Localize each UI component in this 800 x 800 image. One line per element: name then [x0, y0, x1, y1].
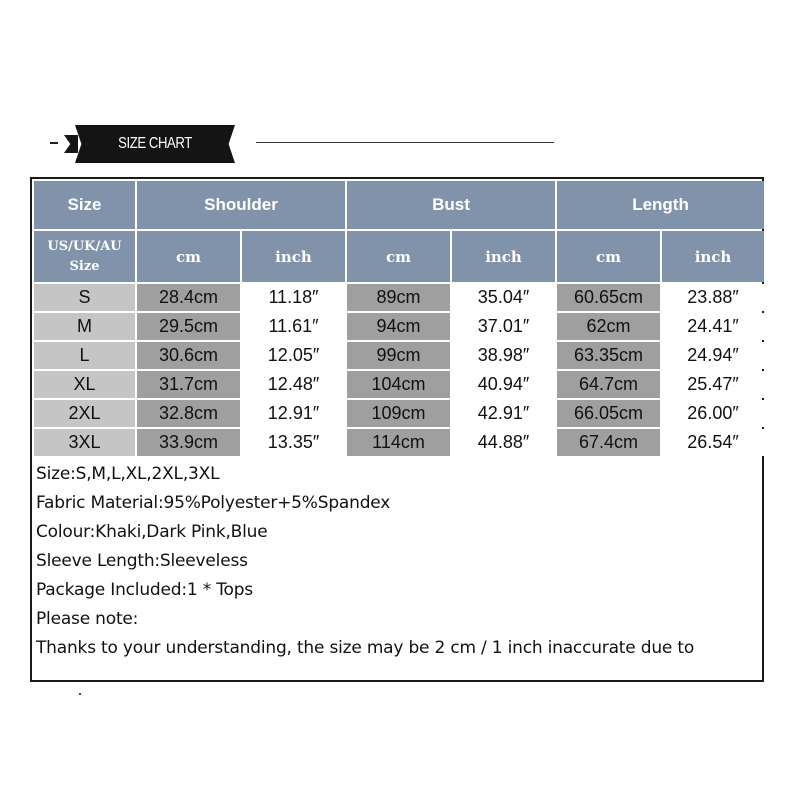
shoulder-inch-value: 12.91″	[242, 400, 345, 427]
size-value: L	[34, 342, 135, 369]
table-subheader-row	[34, 231, 764, 282]
length-cm-value: 63.35cm	[557, 342, 660, 369]
subheader-size-label: Size	[69, 258, 100, 274]
spec-note-heading: Please note:	[36, 609, 139, 629]
length-cm-value: 62cm	[557, 313, 660, 340]
size-value: XL	[34, 371, 135, 398]
length-cm-value: 64.7cm	[557, 371, 660, 398]
bust-inch-value: 35.04″	[452, 284, 555, 311]
spec-sleeve: Sleeve Length:Sleeveless	[36, 551, 248, 571]
spec-note-text: Thanks to your understanding, the size may be 2 cm / 1 inch inaccurate due to	[36, 638, 695, 658]
banner-left-dash	[50, 142, 58, 144]
subheader-shoulder-cm: cm	[137, 231, 240, 282]
size-chart-banner	[0, 118, 800, 168]
length-inch-value: 24.41″	[662, 313, 764, 340]
size-value: 2XL	[34, 400, 135, 427]
shoulder-cm-value: 28.4cm	[137, 284, 240, 311]
header-bust: Bust	[347, 181, 555, 229]
shoulder-cm-value: 31.7cm	[137, 371, 240, 398]
product-specs	[36, 460, 760, 663]
subheader-bust-inch: inch	[452, 231, 555, 282]
subheader-shoulder-inch: inch	[242, 231, 345, 282]
banner-flag-tab	[64, 135, 78, 153]
size-chart-title: SIZE CHART	[118, 135, 192, 152]
subheader-length-cm: cm	[557, 231, 660, 282]
length-inch-value: 26.00″	[662, 400, 764, 427]
table-row	[34, 342, 764, 369]
table-header-row	[34, 181, 764, 229]
length-inch-value: 25.47″	[662, 371, 764, 398]
bust-inch-value: 42.91″	[452, 400, 555, 427]
header-shoulder: Shoulder	[137, 181, 345, 229]
bust-cm-value: 94cm	[347, 313, 450, 340]
spec-fabric: Fabric Material:95%Polyester+5%Spandex	[36, 493, 391, 513]
length-inch-value: 24.94″	[662, 342, 764, 369]
stray-dot	[79, 693, 81, 695]
size-chart-box	[30, 177, 764, 682]
spec-colour: Colour:Khaki,Dark Pink,Blue	[36, 522, 268, 542]
shoulder-inch-value: 13.35″	[242, 429, 345, 456]
shoulder-cm-value: 33.9cm	[137, 429, 240, 456]
shoulder-cm-value: 30.6cm	[137, 342, 240, 369]
length-inch-value: 26.54″	[662, 429, 764, 456]
shoulder-inch-value: 11.61″	[242, 313, 345, 340]
size-value: 3XL	[34, 429, 135, 456]
table-row	[34, 313, 764, 340]
shoulder-cm-value: 29.5cm	[137, 313, 240, 340]
bust-cm-value: 104cm	[347, 371, 450, 398]
bust-inch-value: 38.98″	[452, 342, 555, 369]
table-row	[34, 400, 764, 427]
size-value: M	[34, 313, 135, 340]
length-cm-value: 66.05cm	[557, 400, 660, 427]
shoulder-cm-value: 32.8cm	[137, 400, 240, 427]
spec-sizes: Size:S,M,L,XL,2XL,3XL	[36, 464, 220, 484]
subheader-region-size	[34, 231, 135, 282]
bust-cm-value: 114cm	[347, 429, 450, 456]
length-cm-value: 60.65cm	[557, 284, 660, 311]
size-table	[32, 179, 766, 458]
bust-inch-value: 37.01″	[452, 313, 555, 340]
shoulder-inch-value: 12.48″	[242, 371, 345, 398]
banner-rule	[256, 142, 554, 143]
spec-package: Package Included:1 * Tops	[36, 580, 253, 600]
bust-cm-value: 89cm	[347, 284, 450, 311]
subheader-bust-cm: cm	[347, 231, 450, 282]
size-value: S	[34, 284, 135, 311]
header-length: Length	[557, 181, 764, 229]
table-row	[34, 371, 764, 398]
length-inch-value: 23.88″	[662, 284, 764, 311]
bust-inch-value: 40.94″	[452, 371, 555, 398]
table-row	[34, 284, 764, 311]
header-size: Size	[34, 181, 135, 229]
bust-cm-value: 109cm	[347, 400, 450, 427]
shoulder-inch-value: 12.05″	[242, 342, 345, 369]
shoulder-inch-value: 11.18″	[242, 284, 345, 311]
bust-cm-value: 99cm	[347, 342, 450, 369]
subheader-region-label: US/UK/AU	[47, 238, 122, 254]
bust-inch-value: 44.88″	[452, 429, 555, 456]
table-row	[34, 429, 764, 456]
length-cm-value: 67.4cm	[557, 429, 660, 456]
subheader-length-inch: inch	[662, 231, 764, 282]
